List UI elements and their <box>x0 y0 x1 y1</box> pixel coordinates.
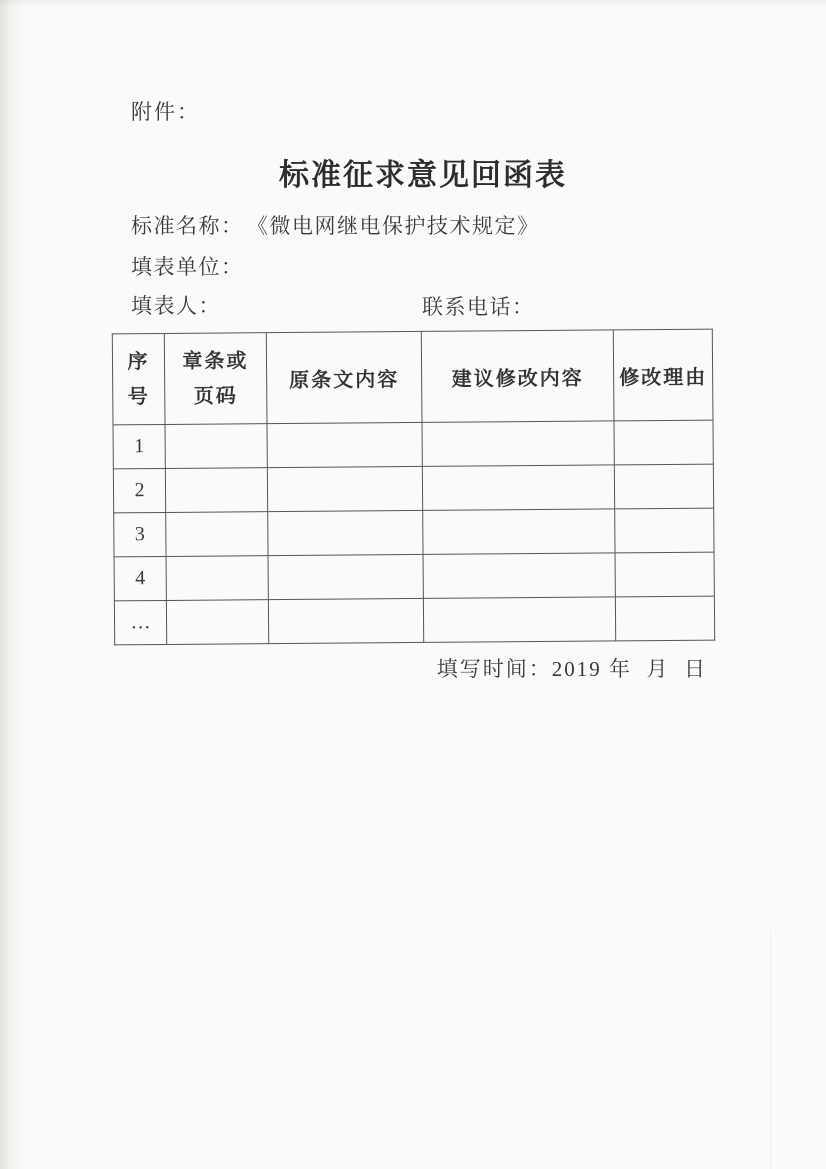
cell-suggested <box>422 421 614 467</box>
page-top-edge-shadow <box>0 0 826 6</box>
header-col-clause-line2: 页码 <box>193 384 238 408</box>
cell-reason <box>615 596 714 641</box>
table-row <box>114 508 714 557</box>
cell-original <box>267 466 422 511</box>
cell-reason <box>614 464 713 509</box>
fill-date-line: 填写时间：2019 年 月 日 <box>436 657 707 681</box>
cell-clause <box>166 512 268 557</box>
cell-original <box>268 510 423 555</box>
table-row <box>114 596 714 645</box>
cell-row-no: 1 <box>113 424 165 468</box>
filler-phone-line <box>131 290 713 320</box>
form-filler-label: 填表人： <box>131 294 221 318</box>
cell-reason <box>614 420 713 465</box>
comment-table <box>112 329 715 646</box>
cell-reason <box>615 508 714 553</box>
cell-original <box>268 598 423 643</box>
cell-reason <box>615 552 714 597</box>
table-header-row <box>112 329 713 425</box>
form-unit-line <box>131 251 244 281</box>
header-col-clause <box>164 333 267 425</box>
attachment-label: 附件： <box>131 100 200 124</box>
cell-clause <box>165 424 267 469</box>
cell-suggested <box>423 553 615 599</box>
cell-suggested <box>423 597 615 643</box>
cell-row-no: 4 <box>114 556 166 600</box>
header-col-clause-line1: 章条或 <box>182 349 249 373</box>
standard-name-line <box>131 210 540 240</box>
page-title: 标准征求意见回函表 <box>279 159 567 192</box>
header-col-suggested: 建议修改内容 <box>421 330 614 423</box>
header-col-reason: 修改理由 <box>613 329 713 421</box>
header-col-no <box>112 333 165 424</box>
contact-phone-label: 联系电话： <box>422 295 535 319</box>
standard-name-value: 《微电网继电保护技术规定》 <box>257 214 540 238</box>
cell-suggested <box>423 509 615 555</box>
scan-artifact-line <box>770 930 771 1169</box>
table-row <box>113 420 713 469</box>
cell-clause <box>166 600 268 645</box>
cell-row-no: … <box>114 600 166 644</box>
cell-clause <box>166 556 268 601</box>
page-left-edge-shadow <box>0 0 26 1169</box>
header-col-no-line2: 号 <box>127 385 150 408</box>
cell-original <box>267 422 422 467</box>
cell-original <box>268 554 423 599</box>
header-col-no-line1: 序 <box>127 350 150 373</box>
cell-suggested <box>422 465 614 511</box>
cell-clause <box>165 468 267 513</box>
cell-row-no: 2 <box>113 468 165 512</box>
cell-row-no: 3 <box>114 512 166 556</box>
table-row <box>113 464 713 513</box>
table-row <box>114 552 714 601</box>
form-unit-label: 填表单位： <box>131 255 244 279</box>
header-col-original: 原条文内容 <box>266 331 422 423</box>
standard-name-label: 标准名称： <box>131 214 244 238</box>
